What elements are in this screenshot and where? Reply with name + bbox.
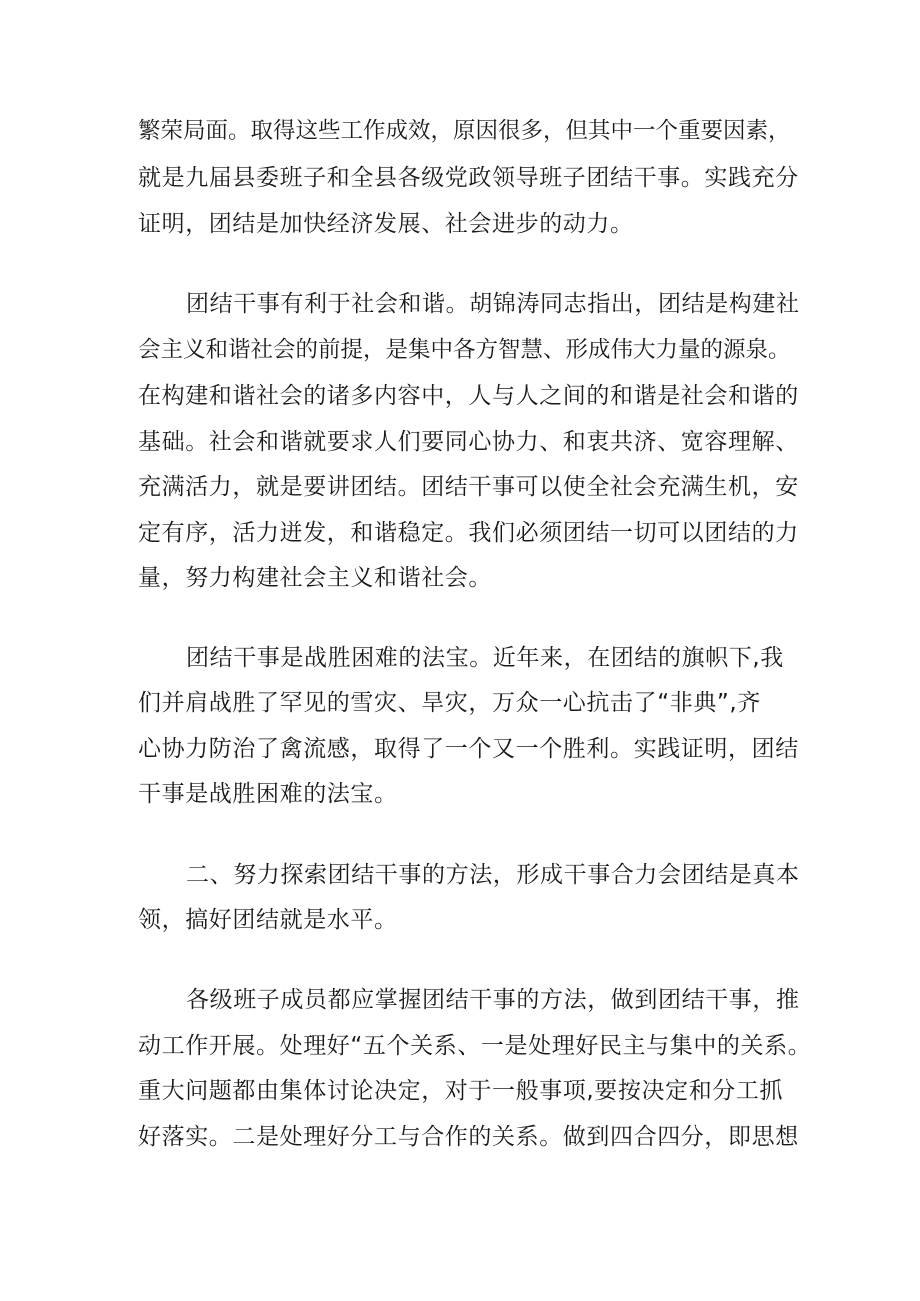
paragraph-5-line-2: 动工作开展。处理好“五个关系、一是处理好民主与集中的关系。 (138, 1033, 812, 1059)
paragraph-2-line-2: 会主义和谐社会的前提，是集中各方智慧、形成伟大力量的源泉。 (138, 337, 791, 363)
paragraph-3-line-3: 心协力防治了禽流感，取得了一个又一个胜利。实践证明，团结 (138, 736, 799, 762)
paragraph-1-line-3: 证明，团结是加快经济发展、社会进步的动力。 (138, 211, 634, 237)
paragraph-2-line-3: 在构建和谐社会的诸多内容中，人与人之间的和谐是社会和谐的 (138, 383, 799, 409)
paragraph-2-line-5: 充满活力，就是要讲团结。团结干事可以使全社会充满生机，安 (138, 474, 799, 500)
paragraph-4-line-1: 二、努力探索团结干事的方法，形成干事合力会团结是真本 (186, 862, 800, 888)
paragraph-2-line-4: 基础。社会和谐就要求人们要同心协力、和衷共济、宽容理解、 (138, 429, 799, 455)
paragraph-5-line-4: 好落实。二是处理好分工与合作的关系。做到四合四分，即思想 (138, 1124, 799, 1150)
paragraph-1-line-2: 就是九届县委班子和全县各级党政领导班子团结干事。实践充分 (138, 165, 799, 191)
paragraph-3-line-1: 团结干事是战胜困难的法宝。近年来，在团结的旗帜下,我 (186, 645, 784, 671)
paragraph-1-line-1: 繁荣局面。取得这些工作成效，原因很多，但其中一个重要因素， (138, 118, 791, 144)
paragraph-2-line-6: 定有序，活力迸发，和谐稳定。我们必须团结一切可以团结的力 (138, 520, 799, 546)
paragraph-5-line-3: 重大问题都由集体讨论决定，对于一般事项,要按决定和分工抓 (138, 1078, 784, 1104)
paragraph-2-line-7: 量，努力构建社会主义和谐社会。 (138, 565, 492, 591)
paragraph-5-line-1: 各级班子成员都应掌握团结干事的方法，做到团结干事，推 (186, 987, 800, 1013)
paragraph-3-line-4: 干事是战胜困难的法宝。 (138, 781, 398, 807)
paragraph-4-line-2: 领，搞好团结就是水平。 (138, 907, 398, 933)
paragraph-2-line-1: 团结干事有利于社会和谐。胡锦涛同志指出，团结是构建社 (186, 291, 800, 317)
paragraph-3-line-2: 们并肩战胜了罕见的雪灾、旱灾，万众一心抗击了“非典”,齐 (138, 690, 761, 716)
